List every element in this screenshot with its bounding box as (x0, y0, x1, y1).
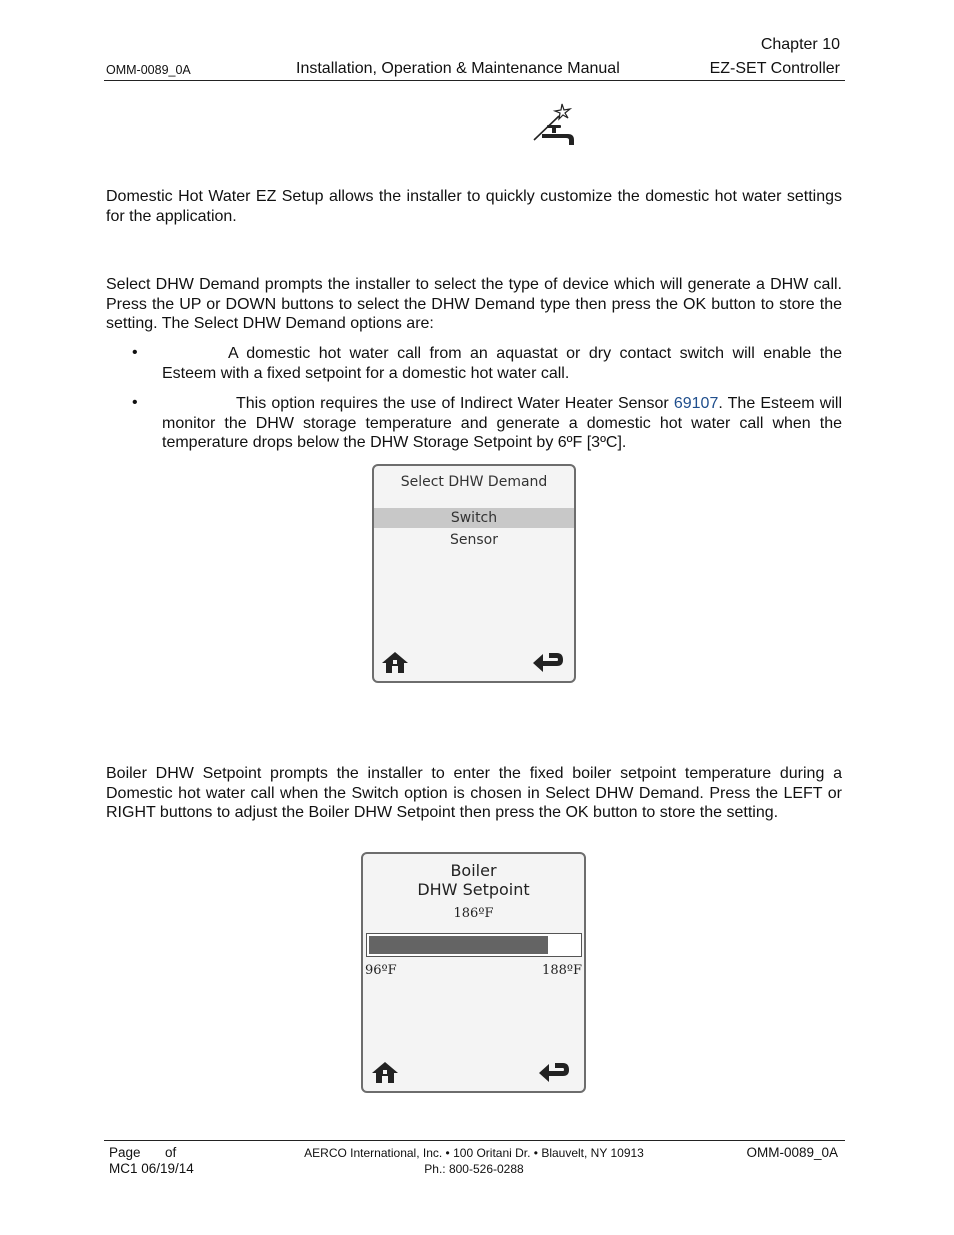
setpoint-min-label: 96ºF (365, 963, 397, 978)
bullet-sensor-pre: This option requires the use of Indirect Water Heater Sensor (236, 395, 674, 412)
option-switch[interactable]: Switch (450, 510, 498, 526)
footer-divider (104, 1140, 845, 1141)
chapter-label: Chapter 10 (760, 36, 840, 53)
footer-revision: MC1 06/19/14 (109, 1161, 194, 1176)
footer-doc-number: OMM-0089_0A (746, 1145, 838, 1160)
setpoint-max-label: 188ºF (542, 963, 582, 978)
setpoint-slider-fill (369, 936, 548, 954)
header-divider (104, 80, 845, 81)
sensor-part-link[interactable]: 69107 (673, 395, 719, 412)
boiler-setpoint-paragraph: Boiler DHW Setpoint prompts the installer to enter the fixed boiler setpoint temperature during a Domestic hot water call when the Switch option is chosen in Select DHW Demand. Press the LEFT or RIGHT buttons to adjust the Boiler DHW Setpoint then press the OK button to store the setting. (106, 765, 842, 821)
footer-phone: Ph.: 800-526-0288 (424, 1162, 524, 1176)
setpoint-slider[interactable] (366, 933, 582, 957)
select-dhw-demand-screen (372, 464, 576, 683)
screen-title-line2: DHW Setpoint (417, 880, 530, 899)
intro-paragraph: Domestic Hot Water EZ Setup allows the installer to quickly customize the domestic hot water settings for the application. (106, 188, 842, 225)
screen-title-line1: Boiler (450, 861, 497, 880)
return-arrow-icon[interactable] (537, 1060, 571, 1084)
manual-title: Installation, Operation & Maintenance Manual (296, 60, 620, 77)
bullet-marker: • (132, 394, 138, 411)
bullet-sensor-text (162, 394, 842, 453)
bullet-marker: • (132, 344, 138, 361)
option-sensor[interactable]: Sensor (450, 532, 498, 548)
boiler-dhw-setpoint-screen (361, 852, 586, 1093)
return-arrow-icon[interactable] (531, 650, 565, 674)
section-title: EZ-SET Controller (709, 60, 840, 77)
setpoint-value: 186ºF (453, 906, 494, 921)
magic-wand-faucet-icon (528, 100, 582, 152)
footer-address: AERCO International, Inc. • 100 Oritani Dr. • Blauvelt, NY 10913 (304, 1146, 644, 1160)
bullet-sensor-post: . The Esteem will monitor the DHW storage temperature and generate a domestic hot water call when the temperature drops below the DHW Storage Setpoint by 6ºF [3ºC]. (162, 395, 842, 451)
home-icon[interactable] (381, 650, 409, 674)
select-demand-paragraph: Select DHW Demand prompts the installer to select the type of device which will generate a DHW call. Press the UP or DOWN buttons to select the DHW Demand type then press the OK button to store the setting. The Select DHW Demand options are: (106, 276, 842, 332)
header-doc-number: OMM-0089_0A (106, 63, 191, 77)
screen-title: Select DHW Demand (400, 474, 548, 490)
home-icon[interactable] (371, 1060, 399, 1084)
footer-of-label: of (165, 1145, 177, 1160)
footer-page-label: Page (109, 1145, 141, 1160)
bullet-switch-text: A domestic hot water call from an aquastat or dry contact switch will enable the Esteem with a fixed setpoint for a domestic hot water call. (162, 345, 842, 382)
